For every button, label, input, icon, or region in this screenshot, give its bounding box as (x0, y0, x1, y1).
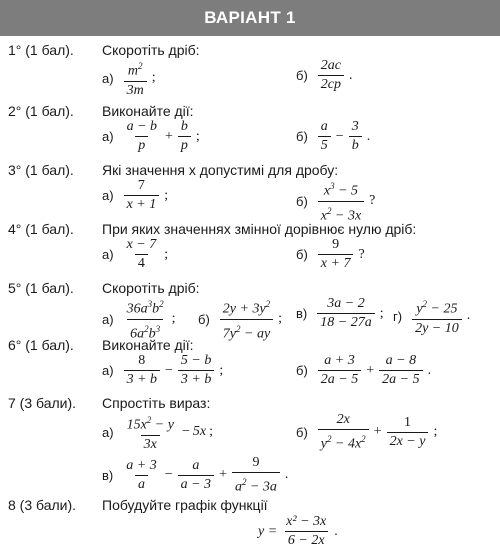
task-5v: в) $\frac{3a - 2}{18 - 27a}$ ; (296, 296, 384, 330)
task-3a: а) $\frac{7}{x + 1}$ ; (102, 178, 169, 212)
task-5g: г) $\frac{y^2 - 25}{2y - 10}$ . (393, 296, 470, 337)
letter-a: а) (102, 363, 114, 378)
task-5-label: 5° (1 бал). (8, 280, 74, 296)
formula-lhs: y = (258, 523, 278, 539)
letter-b: б) (296, 363, 308, 378)
letter-b: б) (296, 68, 308, 83)
task-7-text: Спростіть вираз: (102, 395, 211, 411)
fraction: $\frac{a - 8}{2a - 5}$ (379, 353, 422, 388)
letter-a: а) (102, 311, 114, 327)
task-3-label: 3° (1 бал). (8, 162, 74, 178)
fraction: $\frac{2ac}{2cp}$ (318, 58, 344, 93)
task-7a: а) $\frac{15x^2 - y}{3x}$ − 5x ; (102, 412, 213, 453)
fraction: $\frac{9}{x + 7}$ (318, 237, 354, 272)
task-2-text: Виконайте дії: (102, 103, 194, 119)
fraction: $\frac{8}{3 + b}$ (124, 353, 160, 388)
letter-b: б) (198, 311, 210, 327)
letter-a: а) (102, 424, 114, 440)
letter-b: б) (296, 424, 308, 440)
task-7v: в) $\frac{a + 3}{a}$ − $\frac{a}{a - 3}$ + $\frac{9}{a^2 - 3a}$ . (102, 455, 289, 495)
task-5-text: Скоротіть дріб: (102, 280, 200, 296)
task-2a: а) $\frac{a - b}{p}$ + $\frac{b}{p}$ ; (102, 119, 200, 153)
letter-v: в) (296, 306, 308, 321)
fraction (283, 514, 329, 549)
task-1b: б) $\frac{2ac}{2cp}$ . (296, 58, 353, 92)
letter-g: г) (393, 308, 403, 324)
task-5a: а) $\frac{36a^3b^2}{6a^2b^3}$ ; (102, 296, 175, 342)
task-1-text: Скоротіть дріб: (102, 42, 200, 58)
fraction: $\frac{m^2}{3m}$ (124, 58, 147, 99)
fraction: $\frac{a + 3}{a}$ (126, 457, 157, 492)
formula-denominator: 6 − 2x (285, 531, 328, 549)
task-3-text: Які значення x допустимі для дробу: (102, 162, 339, 178)
task-8-formula: y = $\frac{\text{x² − 3x}}{6 - 2x}$ . (258, 514, 338, 548)
fraction: $\frac{x^3 - 5}{x^2 - 3x}$ (318, 178, 364, 224)
fraction: $\frac{b}{p}$ (178, 119, 191, 154)
fraction: $\frac{2y + 3y^2}{7y^2 - ay}$ (220, 296, 273, 342)
task-6-label: 6° (1 бал). (8, 337, 74, 353)
fraction: $\frac{a}{5}$ (318, 119, 331, 154)
task-4-label: 4° (1 бал). (8, 221, 74, 237)
task-6a: а) $\frac{8}{3 + b}$ − $\frac{5 - b}{3 + b}$ ; (102, 353, 224, 387)
task-8-text: Побудуйте графік функції (102, 497, 268, 513)
fraction: $\frac{9}{a^2 - 3a}$ (232, 455, 280, 496)
task-1-label: 1° (1 бал). (8, 42, 74, 58)
task-7b: б) $\frac{2x}{y^2 - 4x^2}$ + $\frac{1}{2x - y}$ ; (296, 412, 438, 452)
letter-a: а) (102, 70, 114, 86)
fraction: $\frac{15x^2 - y}{3x}$ (126, 415, 174, 452)
letter-b: б) (296, 247, 308, 262)
fraction: $\frac{x - 7}{4}$ (126, 237, 157, 271)
task-6-text: Виконайте дії: (102, 337, 194, 353)
letter-a: а) (102, 247, 114, 262)
letter-b: б) (296, 193, 308, 209)
variant-title: ВАРІАНТ 1 (0, 0, 500, 36)
task-7-label: 7 (3 бали). (8, 395, 77, 411)
fraction: $\frac{3a - 2}{18 - 27a}$ (317, 296, 374, 331)
task-8-label: 8 (3 бали). (8, 497, 77, 513)
fraction: $\frac{a}{a - 3}$ (178, 458, 214, 493)
task-4-text: При яких значеннях змінної дорівнює нулю дріб: (102, 221, 417, 237)
task-4b: б) $\frac{9}{x + 7}$ ? (296, 237, 365, 271)
task-3b: б) $\frac{x^3 - 5}{x^2 - 3x}$ ? (296, 178, 375, 224)
task-1a: а) $\frac{m^2}{3m}$ ; (102, 58, 156, 99)
letter-b: б) (296, 129, 308, 144)
fraction: $\frac{5 - b}{3 + b}$ (178, 353, 214, 388)
letter-v: в) (102, 467, 114, 483)
fraction: $\frac{36a^3b^2}{6a^2b^3}$ (126, 299, 164, 342)
letter-a: а) (102, 188, 114, 203)
task-6b: б) $\frac{a + 3}{2a - 5}$ + $\frac{a - 8}{2a - 5}$ . (296, 353, 432, 387)
fraction: $\frac{y^2 - 25}{2y - 10}$ (412, 296, 462, 337)
fraction: $\frac{a - b}{p}$ (126, 119, 158, 153)
fraction: $\frac{1}{2x - y}$ (387, 415, 429, 450)
formula-numerator: x² − 3x (286, 514, 327, 529)
fraction: $\frac{2x}{y^2 - 4x^2}$ (318, 412, 369, 453)
task-4a: а) $\frac{x - 7}{4}$ ; (102, 237, 169, 271)
letter-a: а) (102, 129, 114, 144)
task-5b: б) $\frac{2y + 3y^2}{7y^2 - ay}$ ; (198, 296, 282, 342)
fraction: $\frac{a + 3}{2a - 5}$ (318, 353, 361, 388)
task-2b: б) $\frac{a}{5}$ − $\frac{3}{b}$ . (296, 119, 371, 153)
fraction: $\frac{7}{x + 1}$ (124, 178, 160, 213)
fraction: $\frac{3}{b}$ (349, 119, 362, 154)
task-2-label: 2° (1 бал). (8, 103, 74, 119)
